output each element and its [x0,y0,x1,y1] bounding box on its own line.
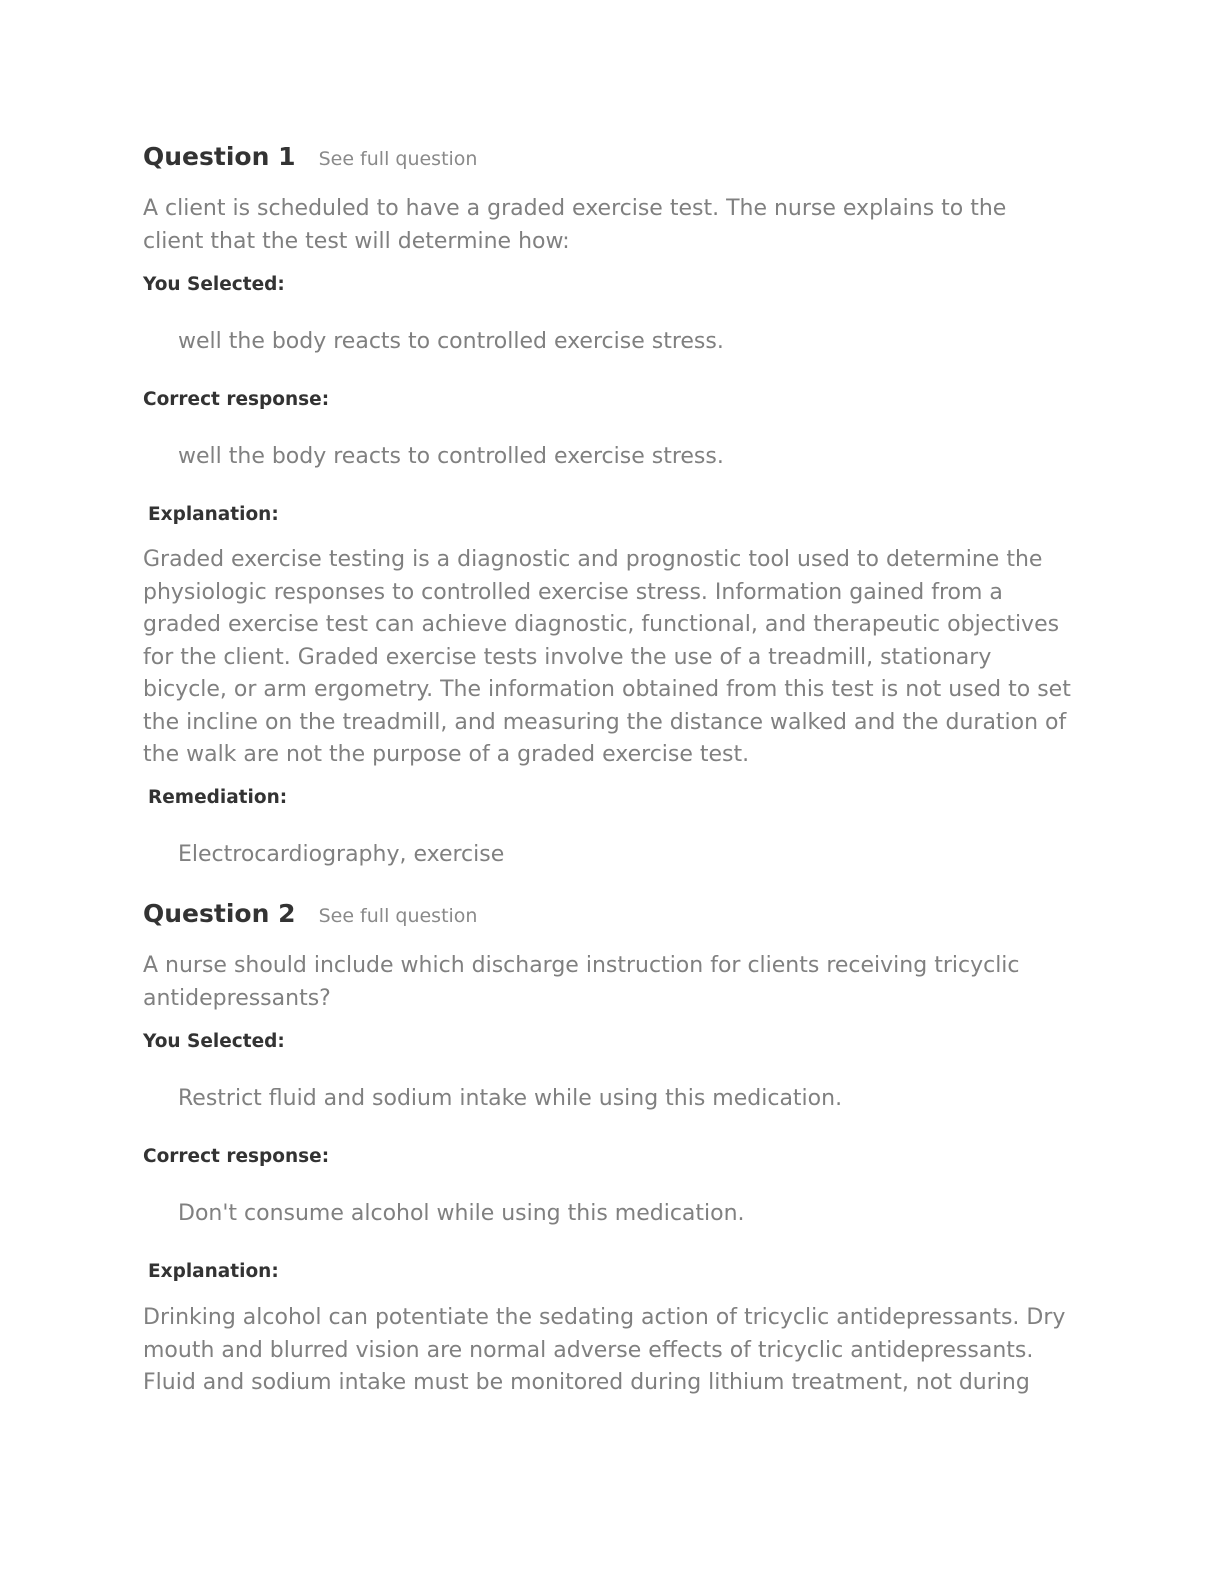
you-selected-label: You Selected: [143,274,285,295]
you-selected-answer: Restrict fluid and sodium intake while using this medication. [178,1086,843,1111]
question-title: Question 2 [143,899,296,928]
explanation-label: Explanation: [148,504,279,525]
see-full-question-link[interactable]: See full question [318,148,478,170]
explanation-label: Explanation: [148,1261,279,1282]
remediation-label: Remediation: [148,787,288,808]
question-header [143,142,477,171]
you-selected-label: You Selected: [143,1031,285,1052]
see-full-question-link[interactable]: See full question [318,905,478,927]
correct-response-label: Correct response: [143,1146,330,1167]
correct-response-label: Correct response: [143,389,330,410]
you-selected-answer: well the body reacts to controlled exercise stress. [178,329,724,354]
remediation-text: Electrocardiography, exercise [178,842,505,867]
correct-response-answer: well the body reacts to controlled exercise stress. [178,444,724,469]
question-header [143,899,477,928]
question-title: Question 1 [143,142,296,171]
question-text: A client is scheduled to have a graded exercise test. The nurse explains to the client that the test will determine how: [143,196,1007,254]
explanation-text: Drinking alcohol can potentiate the sedating action of tricyclic antidepressants. Dry mouth and blurred vision are normal adverse effects of tricyclic antidepressants. Fluid and sodium intake must be monitored during lithium treatment, not during [143,1305,1066,1395]
correct-response-answer: Don't consume alcohol while using this medication. [178,1201,745,1226]
explanation-text: Graded exercise testing is a diagnostic and prognostic tool used to determine the physiologic responses to controlled exercise stress. Information gained from a graded exercise test can achieve diagnostic, functional, and therapeutic objectives for the client. Graded exercise tests involve the use of a treadmill, stationary bicycle, or arm ergometry. The information obtained from this test is not used to set the incline on the treadmill, and measuring the distance walked and the duration of the walk are not the purpose of a graded exercise test. [143,547,1071,767]
question-text: A nurse should include which discharge instruction for clients receiving tricyclic antidepressants? [143,953,1020,1011]
